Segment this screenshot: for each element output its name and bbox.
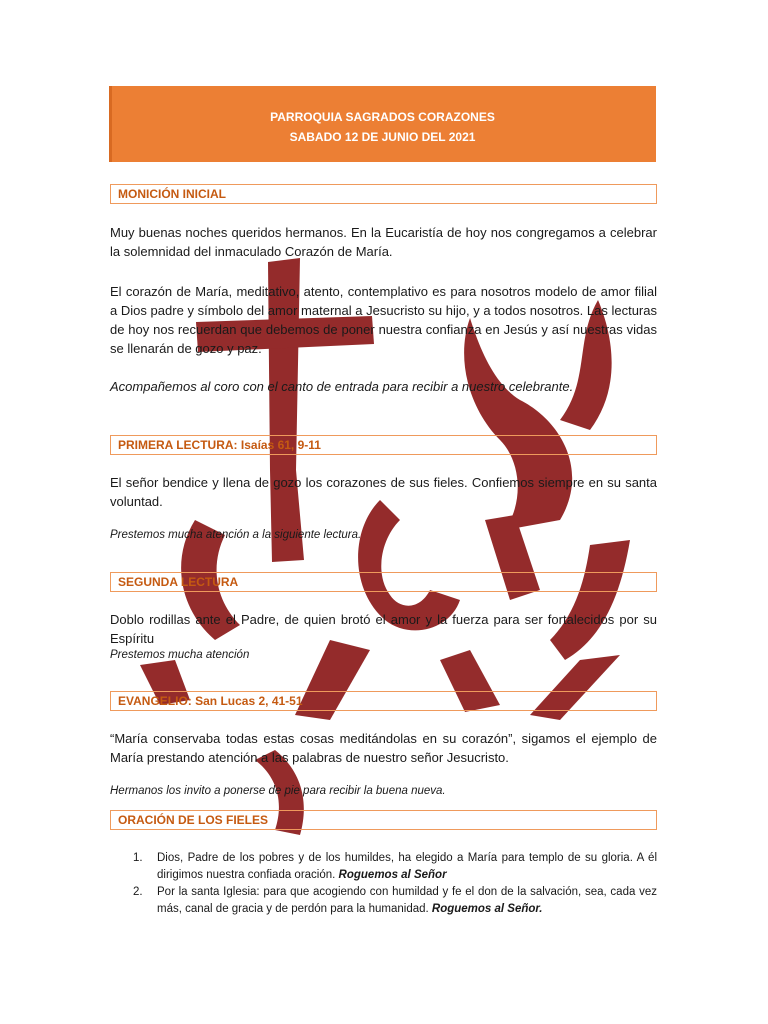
header-banner bbox=[109, 86, 656, 162]
list-item-number: 1. bbox=[133, 852, 143, 864]
date-line: SABADO 12 DE JUNIO DEL 2021 bbox=[289, 130, 476, 144]
primera-lectura-paragraph: El señor bendice y llena de gozo los corazones de sus fieles. Confiemos siempre en su santa voluntad. bbox=[110, 475, 657, 509]
section-header-oracion: ORACIÓN DE LOS FIELES bbox=[110, 810, 657, 830]
list-item-response: Roguemos al Señor. bbox=[431, 903, 543, 915]
banner-shade bbox=[109, 86, 112, 162]
monicion-paragraph-3: Acompañemos al coro con el canto de entrada para recibir a nuestro celebrante. bbox=[110, 379, 574, 394]
parish-name: PARROQUIA SAGRADOS CORAZONES bbox=[270, 110, 495, 124]
list-item-text: Dios, Padre de los pobres y de los humildes, ha elegido a María para templo de su gloria. A él dirigimos nuestra confiada oración. bbox=[157, 852, 657, 881]
list-item bbox=[133, 884, 657, 918]
list-item-text: Por la santa Iglesia: para que acogiendo con humildad y fe el don de la salvación, sea, cada vez más, canal de gracia y de perdón para la humanidad. bbox=[157, 886, 657, 915]
section-header-monicion: MONICIÓN INICIAL bbox=[110, 184, 657, 204]
list-item-number: 2. bbox=[133, 886, 143, 898]
section-header-evangelio: EVANGELIO: San Lucas 2, 41-51 bbox=[110, 691, 657, 711]
segunda-lectura-note: Prestemos mucha atención bbox=[110, 649, 250, 661]
monicion-paragraph-2: El corazón de María, meditativo, atento, contemplativo es para nosotros modelo de amor filial a Dios padre y símbolo del amor maternal a Jesucristo su hijo, y a todos nosotros. Las lecturas de hoy nos recuerdan que debemos de poner nuestra confianza en Jesús y así nuestras vidas se llenarán de gozo y paz. bbox=[110, 284, 657, 356]
evangelio-paragraph: “María conservaba todas estas cosas meditándolas en su corazón”, sigamos el ejemplo de María prestando atención a las palabras de nuestro señor Jesucristo. bbox=[110, 731, 657, 765]
section-header-primera-lectura: PRIMERA LECTURA: Isaías 61, 9-11 bbox=[110, 435, 657, 455]
monicion-paragraph-1: Muy buenas noches queridos hermanos. En la Eucaristía de hoy nos congregamos a celebrar la solemnidad del inmaculado Corazón de María. bbox=[110, 225, 657, 259]
section-header-segunda-lectura: SEGUNDA LECTURA bbox=[110, 572, 657, 592]
evangelio-note: Hermanos los invito a ponerse de pie para recibir la buena nueva. bbox=[110, 785, 446, 797]
prayers-list bbox=[110, 850, 657, 918]
primera-lectura-note: Prestemos mucha atención a la siguiente lectura. bbox=[110, 529, 362, 541]
segunda-lectura-paragraph: Doblo rodillas ante el Padre, de quien brotó el amor y la fuerza para ser fortalecidos por su Espíritu bbox=[110, 612, 657, 646]
list-item bbox=[133, 850, 657, 884]
list-item-response: Roguemos al Señor bbox=[338, 869, 447, 881]
